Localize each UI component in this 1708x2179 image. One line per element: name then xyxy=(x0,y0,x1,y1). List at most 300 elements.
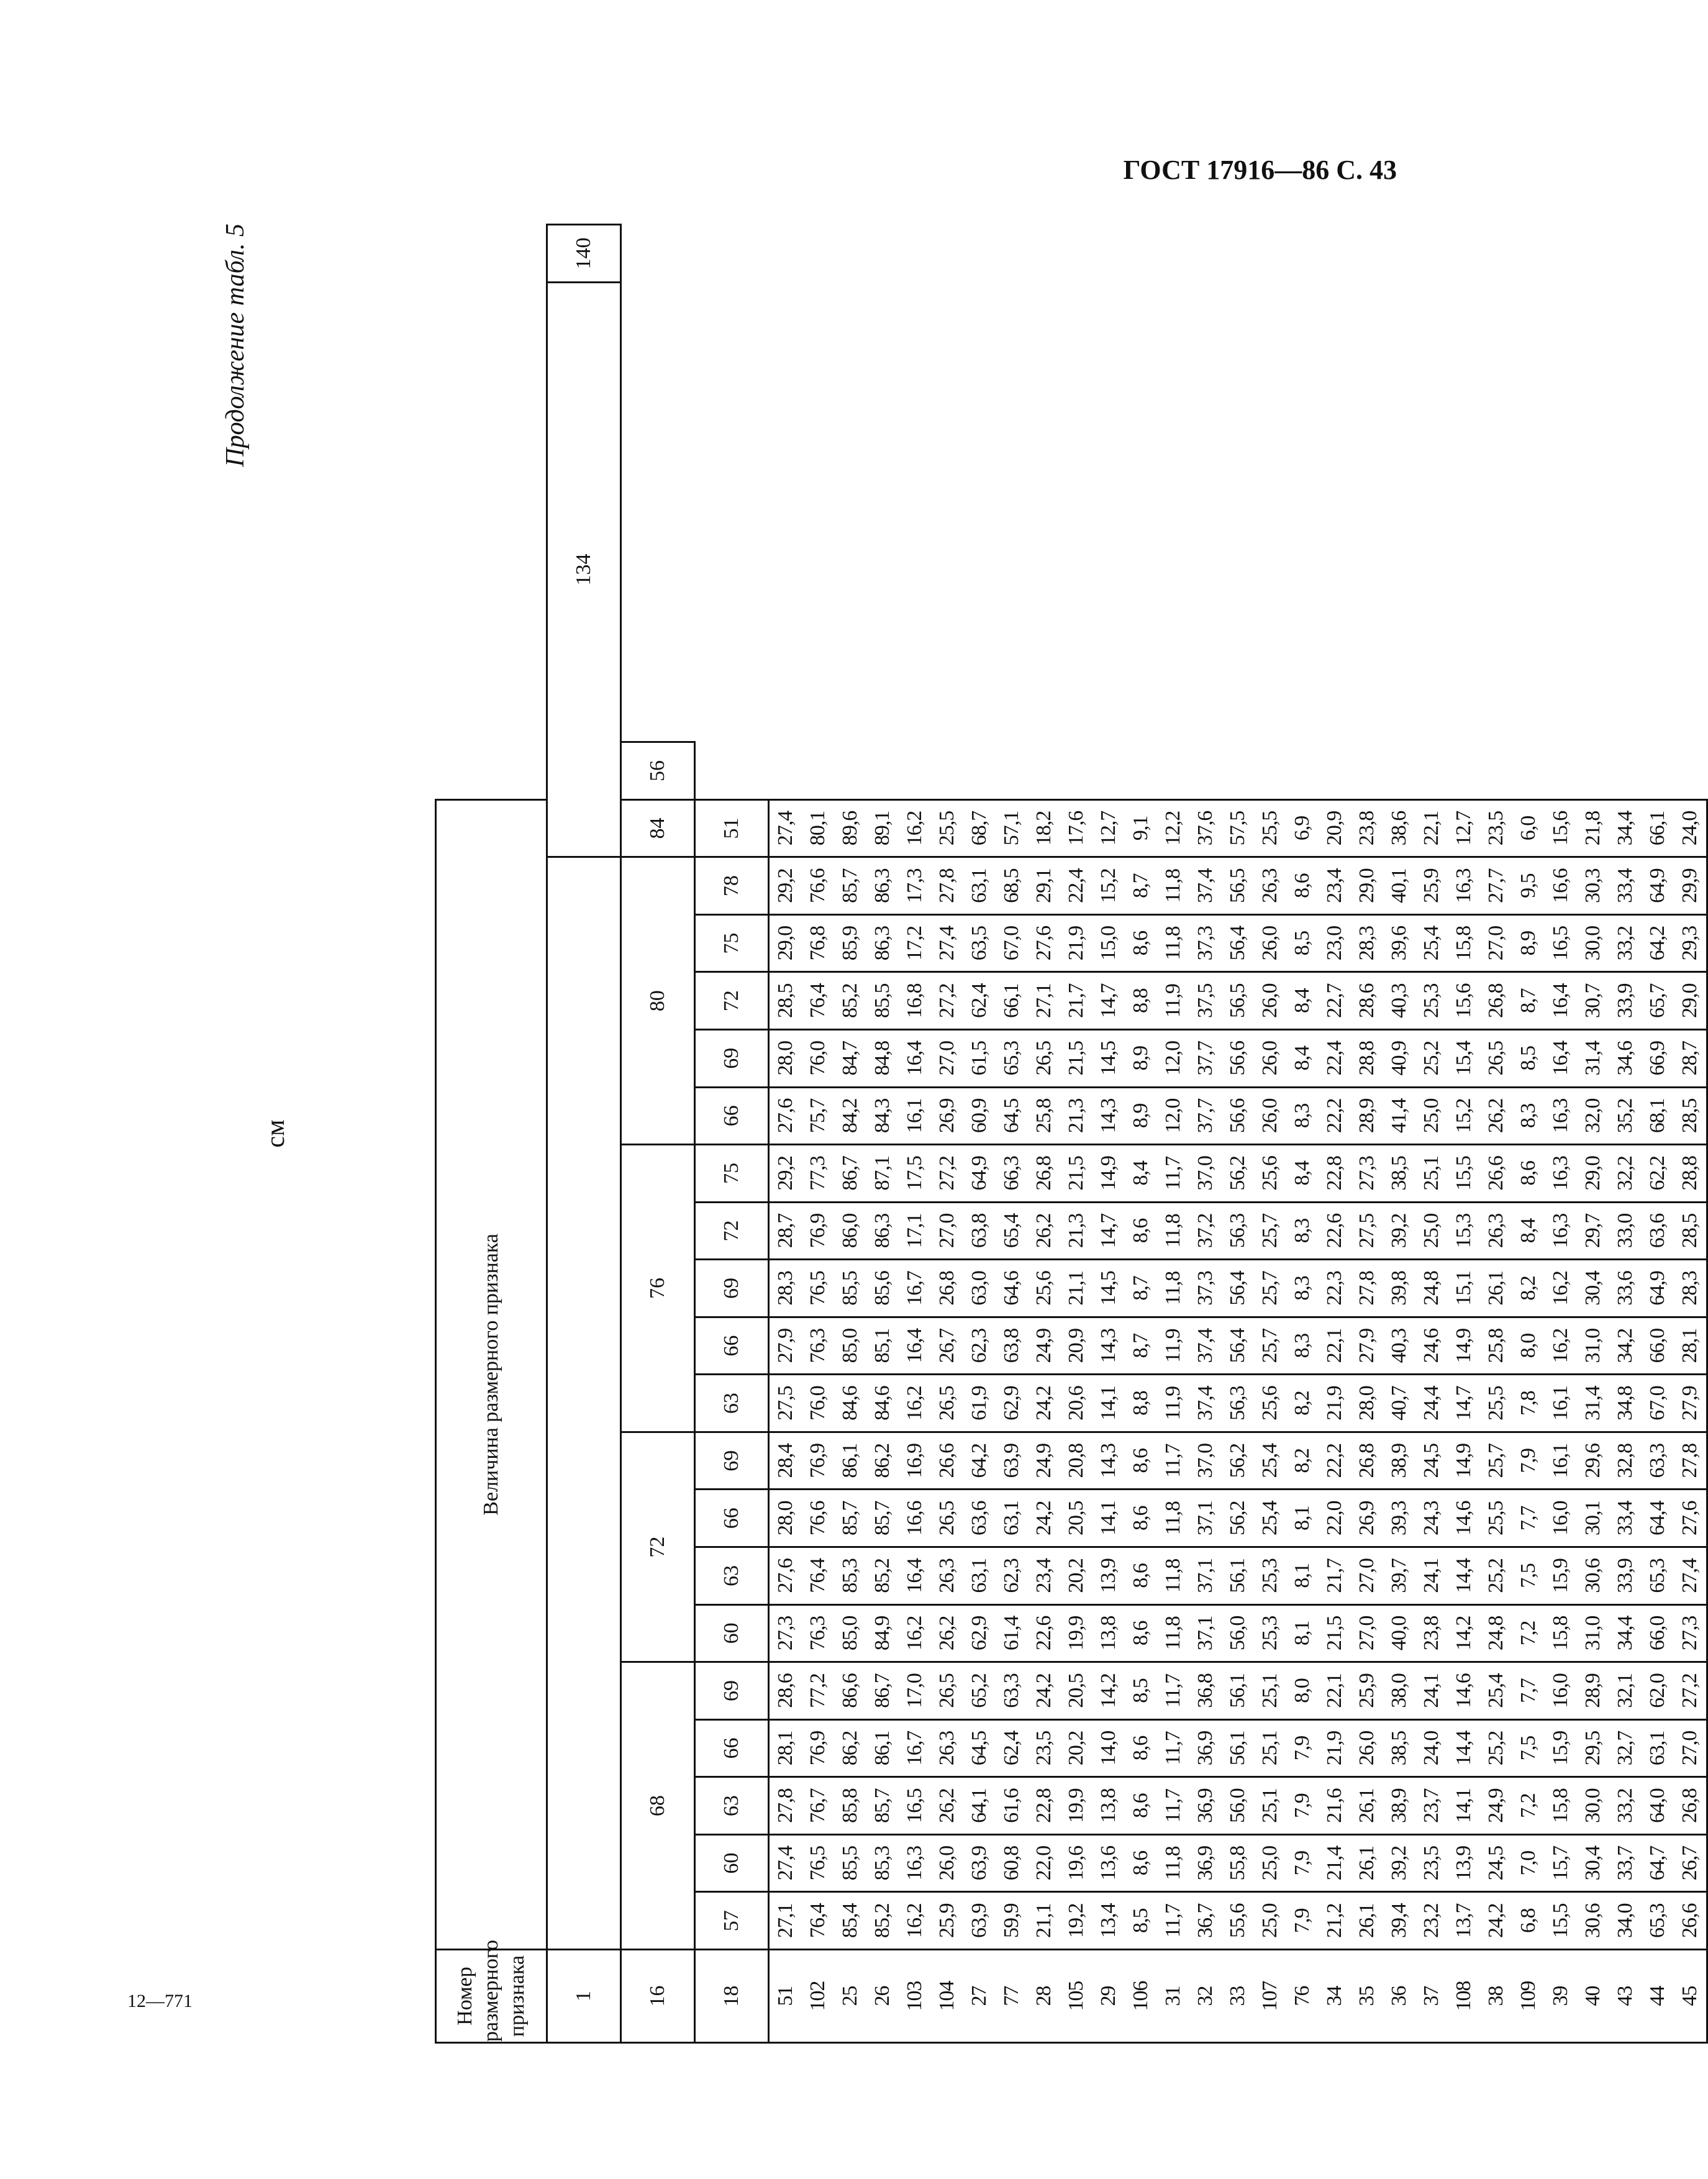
value-cell: 22,1 xyxy=(1319,1662,1351,1720)
feature-number-cell: 102 xyxy=(802,1950,834,2043)
value-cell: 6,8 xyxy=(1512,1892,1545,1950)
value-cell: 24,2 xyxy=(1028,1490,1060,1547)
value-cell: 20,9 xyxy=(1319,799,1351,857)
value-cell: 27,3 xyxy=(1674,1604,1707,1662)
value-cell: 16,7 xyxy=(899,1719,931,1777)
value-cell: 29,3 xyxy=(1674,914,1707,972)
value-cell: 40,0 xyxy=(1383,1604,1415,1662)
value-cell: 11,7 xyxy=(1157,1777,1189,1835)
value-cell: 26,1 xyxy=(1351,1892,1383,1950)
value-cell: 65,4 xyxy=(996,1202,1028,1260)
value-cell: 15,2 xyxy=(1448,1087,1480,1145)
value-cell: 36,9 xyxy=(1189,1719,1222,1777)
value-cell: 29,9 xyxy=(1674,857,1707,915)
value-cell: 26,3 xyxy=(931,1719,963,1777)
level3-header: 63 xyxy=(695,1547,769,1605)
value-cell: 23,7 xyxy=(1415,1777,1448,1835)
value-cell: 11,7 xyxy=(1157,1719,1189,1777)
value-cell: 11,8 xyxy=(1157,857,1189,915)
value-cell: 80,1 xyxy=(802,799,834,857)
value-cell: 65,3 xyxy=(996,1030,1028,1088)
value-cell: 27,0 xyxy=(1351,1547,1383,1605)
value-cell: 29,0 xyxy=(1351,857,1383,915)
value-cell: 8,4 xyxy=(1286,1030,1319,1088)
value-cell: 40,3 xyxy=(1383,1317,1415,1375)
value-cell: 19,9 xyxy=(1060,1777,1092,1835)
value-cell: 24,1 xyxy=(1415,1662,1448,1720)
value-cell: 85,7 xyxy=(834,857,866,915)
value-cell: 27,8 xyxy=(931,857,963,915)
value-cell: 27,9 xyxy=(769,1317,802,1375)
value-cell: 21,8 xyxy=(1577,799,1609,857)
value-cell: 19,6 xyxy=(1060,1834,1092,1892)
value-cell: 26,0 xyxy=(1254,1087,1286,1145)
value-cell: 56,0 xyxy=(1222,1777,1254,1835)
value-cell: 40,3 xyxy=(1383,972,1415,1030)
value-cell: 26,8 xyxy=(1028,1145,1060,1203)
value-cell: 36,9 xyxy=(1189,1834,1222,1892)
table-row xyxy=(1545,225,1577,2043)
value-cell: 63,1 xyxy=(963,1547,996,1605)
value-cell: 25,1 xyxy=(1254,1777,1286,1835)
value-cell: 8,6 xyxy=(1125,1490,1157,1547)
value-cell: 25,9 xyxy=(931,1892,963,1950)
value-cell: 22,8 xyxy=(1028,1777,1060,1835)
value-cell: 76,4 xyxy=(802,1892,834,1950)
value-cell: 76,0 xyxy=(802,1375,834,1432)
value-cell: 38,9 xyxy=(1383,1777,1415,1835)
value-cell: 65,7 xyxy=(1642,972,1674,1030)
value-cell: 33,6 xyxy=(1609,1260,1642,1317)
level3-header: 75 xyxy=(695,914,769,972)
value-cell: 14,2 xyxy=(1092,1662,1125,1720)
value-cell: 20,8 xyxy=(1060,1432,1092,1490)
value-cell: 11,8 xyxy=(1157,1202,1189,1260)
table-row xyxy=(1319,225,1351,2043)
value-cell: 25,2 xyxy=(1480,1719,1512,1777)
feature-number-cell: 77 xyxy=(996,1950,1028,2043)
value-cell: 24,8 xyxy=(1415,1260,1448,1317)
value-cell: 22,4 xyxy=(1319,1030,1351,1088)
value-cell: 37,4 xyxy=(1189,857,1222,915)
table-row xyxy=(866,225,899,2043)
value-cell: 24,9 xyxy=(1480,1777,1512,1835)
value-cell: 86,6 xyxy=(834,1662,866,1720)
value-cell: 37,7 xyxy=(1189,1087,1222,1145)
value-cell: 8,3 xyxy=(1286,1260,1319,1317)
feature-number-cell: 105 xyxy=(1060,1950,1092,2043)
level2-header: 56 xyxy=(621,742,695,800)
value-cell: 13,9 xyxy=(1448,1834,1480,1892)
value-cell: 21,9 xyxy=(1319,1375,1351,1432)
group-header-cell: Величина размерного признака xyxy=(436,799,547,1949)
value-cell: 55,6 xyxy=(1222,1892,1254,1950)
value-cell: 14,6 xyxy=(1448,1662,1480,1720)
value-cell: 25,4 xyxy=(1254,1490,1286,1547)
value-cell: 37,2 xyxy=(1189,1202,1222,1260)
value-cell: 16,1 xyxy=(1545,1432,1577,1490)
value-cell: 13,7 xyxy=(1448,1892,1480,1950)
value-cell: 38,5 xyxy=(1383,1719,1415,1777)
value-cell: 85,2 xyxy=(834,972,866,1030)
value-cell: 28,0 xyxy=(1351,1375,1383,1432)
feature-number-cell: 44 xyxy=(1642,1950,1674,2043)
value-cell: 38,0 xyxy=(1383,1662,1415,1720)
value-cell: 14,9 xyxy=(1448,1432,1480,1490)
rotated-table-area xyxy=(199,224,1701,2044)
level3-header: 72 xyxy=(695,1202,769,1260)
value-cell: 30,4 xyxy=(1577,1260,1609,1317)
value-cell: 22,2 xyxy=(1319,1432,1351,1490)
value-cell: 26,2 xyxy=(1480,1087,1512,1145)
value-cell: 27,0 xyxy=(931,1202,963,1260)
value-cell: 7,5 xyxy=(1512,1719,1545,1777)
value-cell: 26,1 xyxy=(1351,1834,1383,1892)
value-cell: 56,2 xyxy=(1222,1145,1254,1203)
value-cell: 39,4 xyxy=(1383,1892,1415,1950)
value-cell: 29,2 xyxy=(769,857,802,915)
value-cell: 11,8 xyxy=(1157,1834,1189,1892)
value-cell: 66,0 xyxy=(1642,1604,1674,1662)
value-cell: 25,7 xyxy=(1254,1202,1286,1260)
value-cell: 14,7 xyxy=(1092,972,1125,1030)
value-cell: 86,3 xyxy=(866,914,899,972)
value-cell: 24,0 xyxy=(1415,1719,1448,1777)
value-cell: 7,9 xyxy=(1286,1892,1319,1950)
feature-number-cell: 51 xyxy=(769,1950,802,2043)
value-cell: 26,3 xyxy=(931,1547,963,1605)
level3-header: 69 xyxy=(695,1260,769,1317)
value-cell: 21,7 xyxy=(1319,1547,1351,1605)
value-cell: 39,7 xyxy=(1383,1547,1415,1605)
value-cell: 28,3 xyxy=(769,1260,802,1317)
value-cell: 8,8 xyxy=(1125,1375,1157,1432)
value-cell: 32,8 xyxy=(1609,1432,1642,1490)
level2-header: 84 xyxy=(621,799,695,857)
value-cell: 37,1 xyxy=(1189,1490,1222,1547)
value-cell: 11,9 xyxy=(1157,1375,1189,1432)
level3-header: 72 xyxy=(695,972,769,1030)
value-cell: 11,8 xyxy=(1157,1260,1189,1317)
value-cell: 76,3 xyxy=(802,1317,834,1375)
value-cell: 76,5 xyxy=(802,1834,834,1892)
value-cell: 85,0 xyxy=(834,1604,866,1662)
value-cell: 84,6 xyxy=(866,1375,899,1432)
feature-number-cell: 32 xyxy=(1189,1950,1222,2043)
value-cell: 30,6 xyxy=(1577,1892,1609,1950)
value-cell: 26,5 xyxy=(1028,1030,1060,1088)
value-cell: 39,2 xyxy=(1383,1202,1415,1260)
value-cell: 84,6 xyxy=(834,1375,866,1432)
value-cell: 66,1 xyxy=(996,972,1028,1030)
value-cell: 21,3 xyxy=(1060,1202,1092,1260)
value-cell: 63,0 xyxy=(963,1260,996,1317)
value-cell: 84,2 xyxy=(834,1087,866,1145)
value-cell: 28,7 xyxy=(1674,1030,1707,1088)
value-cell: 25,5 xyxy=(1480,1490,1512,1547)
value-cell: 85,0 xyxy=(834,1317,866,1375)
value-cell: 89,6 xyxy=(834,799,866,857)
value-cell: 85,9 xyxy=(834,914,866,972)
value-cell: 24,6 xyxy=(1415,1317,1448,1375)
value-cell: 26,5 xyxy=(1480,1030,1512,1088)
value-cell: 17,3 xyxy=(899,857,931,915)
value-cell: 56,3 xyxy=(1222,1375,1254,1432)
value-cell: 63,5 xyxy=(963,914,996,972)
value-cell: 60,9 xyxy=(963,1087,996,1145)
value-cell: 85,5 xyxy=(866,972,899,1030)
value-cell: 13,4 xyxy=(1092,1892,1125,1950)
value-cell: 34,6 xyxy=(1609,1030,1642,1088)
value-cell: 8,4 xyxy=(1286,972,1319,1030)
value-cell: 15,9 xyxy=(1545,1719,1577,1777)
value-cell: 27,6 xyxy=(1674,1490,1707,1547)
value-cell: 56,4 xyxy=(1222,1260,1254,1317)
value-cell: 16,5 xyxy=(899,1777,931,1835)
value-cell: 63,8 xyxy=(963,1202,996,1260)
value-cell: 86,3 xyxy=(866,1202,899,1260)
value-cell: 33,7 xyxy=(1609,1834,1642,1892)
value-cell: 39,6 xyxy=(1383,914,1415,972)
value-cell: 26,6 xyxy=(931,1432,963,1490)
value-cell: 28,5 xyxy=(769,972,802,1030)
value-cell: 27,2 xyxy=(931,1145,963,1203)
table-row xyxy=(1674,225,1707,2043)
value-cell: 14,4 xyxy=(1448,1547,1480,1605)
value-cell: 24,4 xyxy=(1415,1375,1448,1432)
value-cell: 16,2 xyxy=(899,1375,931,1432)
value-cell: 19,2 xyxy=(1060,1892,1092,1950)
value-cell: 16,2 xyxy=(1545,1317,1577,1375)
value-cell: 64,0 xyxy=(1642,1777,1674,1835)
value-cell: 85,3 xyxy=(866,1834,899,1892)
value-cell: 62,3 xyxy=(963,1317,996,1375)
value-cell: 84,3 xyxy=(866,1087,899,1145)
table-row xyxy=(802,225,834,2043)
value-cell: 26,6 xyxy=(1480,1145,1512,1203)
value-cell: 27,4 xyxy=(931,914,963,972)
value-cell: 29,5 xyxy=(1577,1719,1609,1777)
value-cell: 21,1 xyxy=(1028,1892,1060,1950)
value-cell: 27,0 xyxy=(1351,1604,1383,1662)
value-cell: 16,4 xyxy=(899,1030,931,1088)
value-cell: 31,4 xyxy=(1577,1030,1609,1088)
value-cell: 26,3 xyxy=(1254,857,1286,915)
value-cell: 27,3 xyxy=(1351,1145,1383,1203)
value-cell: 26,9 xyxy=(1351,1490,1383,1547)
value-cell: 34,8 xyxy=(1609,1375,1642,1432)
value-cell: 76,6 xyxy=(802,1490,834,1547)
value-cell: 68,1 xyxy=(1642,1087,1674,1145)
value-cell: 63,3 xyxy=(996,1662,1028,1720)
value-cell: 22,8 xyxy=(1319,1145,1351,1203)
value-cell: 23,8 xyxy=(1415,1604,1448,1662)
value-cell: 64,5 xyxy=(996,1087,1028,1145)
value-cell: 27,4 xyxy=(1674,1547,1707,1605)
value-cell: 63,9 xyxy=(963,1892,996,1950)
value-cell: 27,1 xyxy=(769,1892,802,1950)
value-cell: 67,0 xyxy=(996,914,1028,972)
value-cell: 76,5 xyxy=(802,1260,834,1317)
value-cell: 11,8 xyxy=(1157,1547,1189,1605)
level2-header: 68 xyxy=(621,1662,695,1950)
value-cell: 8,2 xyxy=(1286,1375,1319,1432)
value-cell: 23,4 xyxy=(1319,857,1351,915)
value-cell: 36,9 xyxy=(1189,1777,1222,1835)
feature-number-cell: 37 xyxy=(1415,1950,1448,2043)
value-cell: 84,8 xyxy=(866,1030,899,1088)
value-cell: 20,6 xyxy=(1060,1375,1092,1432)
value-cell: 16,0 xyxy=(1545,1490,1577,1547)
value-cell: 27,6 xyxy=(769,1087,802,1145)
value-cell: 7,9 xyxy=(1512,1432,1545,1490)
value-cell: 24,8 xyxy=(1480,1604,1512,1662)
value-cell: 28,9 xyxy=(1351,1087,1383,1145)
level3-header: 63 xyxy=(695,1777,769,1835)
value-cell: 14,9 xyxy=(1448,1317,1480,1375)
value-cell: 32,7 xyxy=(1609,1719,1642,1777)
value-cell: 37,4 xyxy=(1189,1317,1222,1375)
value-cell: 13,8 xyxy=(1092,1777,1125,1835)
value-cell: 28,8 xyxy=(1674,1145,1707,1203)
value-cell: 22,6 xyxy=(1319,1202,1351,1260)
value-cell: 25,0 xyxy=(1254,1892,1286,1950)
value-cell: 15,7 xyxy=(1545,1834,1577,1892)
value-cell: 8,9 xyxy=(1125,1087,1157,1145)
value-cell: 29,0 xyxy=(1674,972,1707,1030)
value-cell: 12,0 xyxy=(1157,1030,1189,1088)
level3-header: 66 xyxy=(695,1087,769,1145)
table-row xyxy=(963,225,996,2043)
table-row xyxy=(1286,225,1319,2043)
value-cell: 11,7 xyxy=(1157,1892,1189,1950)
value-cell: 22,1 xyxy=(1415,799,1448,857)
value-cell: 24,3 xyxy=(1415,1490,1448,1547)
value-cell: 25,0 xyxy=(1254,1834,1286,1892)
value-cell: 65,3 xyxy=(1642,1547,1674,1605)
value-cell: 26,5 xyxy=(931,1490,963,1547)
value-cell: 14,2 xyxy=(1448,1604,1480,1662)
value-cell: 11,7 xyxy=(1157,1662,1189,1720)
value-cell: 76,3 xyxy=(802,1604,834,1662)
value-cell: 63,1 xyxy=(963,857,996,915)
value-cell: 37,1 xyxy=(1189,1604,1222,1662)
value-cell: 26,2 xyxy=(1028,1202,1060,1260)
value-cell: 26,7 xyxy=(1674,1834,1707,1892)
value-cell: 61,9 xyxy=(963,1375,996,1432)
value-cell: 63,9 xyxy=(996,1432,1028,1490)
value-cell: 25,7 xyxy=(1254,1317,1286,1375)
table-row xyxy=(1254,225,1286,2043)
value-cell: 27,4 xyxy=(769,1834,802,1892)
value-cell: 15,5 xyxy=(1545,1892,1577,1950)
value-cell: 63,8 xyxy=(996,1317,1028,1375)
value-cell: 25,0 xyxy=(1415,1087,1448,1145)
value-cell: 85,8 xyxy=(834,1777,866,1835)
value-cell: 76,8 xyxy=(802,914,834,972)
value-cell: 31,0 xyxy=(1577,1317,1609,1375)
value-cell: 67,0 xyxy=(1642,1375,1674,1432)
value-cell: 37,5 xyxy=(1189,972,1222,1030)
value-cell: 25,4 xyxy=(1415,914,1448,972)
value-cell: 56,5 xyxy=(1222,857,1254,915)
value-cell: 7,9 xyxy=(1286,1719,1319,1777)
value-cell: 22,3 xyxy=(1319,1260,1351,1317)
value-cell: 14,3 xyxy=(1092,1317,1125,1375)
value-cell: 34,4 xyxy=(1609,799,1642,857)
value-cell: 25,5 xyxy=(1480,1375,1512,1432)
value-cell: 7,9 xyxy=(1286,1777,1319,1835)
value-cell: 25,2 xyxy=(1415,1030,1448,1088)
table-row xyxy=(931,225,963,2043)
feature-number-cell: 36 xyxy=(1383,1950,1415,2043)
value-cell: 21,5 xyxy=(1319,1604,1351,1662)
value-cell: 26,7 xyxy=(931,1317,963,1375)
value-cell: 25,1 xyxy=(1254,1719,1286,1777)
level3-header: 60 xyxy=(695,1834,769,1892)
value-cell: 7,2 xyxy=(1512,1604,1545,1662)
value-cell: 15,6 xyxy=(1448,972,1480,1030)
value-cell: 38,5 xyxy=(1383,1145,1415,1203)
value-cell: 85,7 xyxy=(866,1777,899,1835)
value-cell: 62,4 xyxy=(996,1719,1028,1777)
value-cell: 56,2 xyxy=(1222,1432,1254,1490)
page-footer: 12—771 xyxy=(127,1991,193,2011)
value-cell: 8,6 xyxy=(1125,1547,1157,1605)
value-cell: 85,5 xyxy=(834,1834,866,1892)
value-cell: 27,4 xyxy=(769,799,802,857)
value-cell: 86,3 xyxy=(866,857,899,915)
table-row xyxy=(1383,225,1415,2043)
value-cell: 24,2 xyxy=(1480,1892,1512,1950)
value-cell: 56,6 xyxy=(1222,1030,1254,1088)
value-cell: 27,8 xyxy=(1351,1260,1383,1317)
value-cell: 56,1 xyxy=(1222,1662,1254,1720)
value-cell: 24,9 xyxy=(1028,1317,1060,1375)
value-cell: 26,0 xyxy=(1351,1719,1383,1777)
value-cell: 8,6 xyxy=(1125,1834,1157,1892)
value-cell: 27,8 xyxy=(1674,1432,1707,1490)
value-cell: 26,0 xyxy=(931,1834,963,1892)
value-cell: 14,5 xyxy=(1092,1030,1125,1088)
value-cell: 20,5 xyxy=(1060,1490,1092,1547)
value-cell: 25,3 xyxy=(1254,1604,1286,1662)
value-cell: 8,9 xyxy=(1125,1030,1157,1088)
value-cell: 14,1 xyxy=(1092,1490,1125,1547)
value-cell: 13,6 xyxy=(1092,1834,1125,1892)
feature-number-cell: 33 xyxy=(1222,1950,1254,2043)
value-cell: 8,1 xyxy=(1286,1604,1319,1662)
value-cell: 16,2 xyxy=(899,1892,931,1950)
value-cell: 86,0 xyxy=(834,1202,866,1260)
value-cell: 63,6 xyxy=(963,1490,996,1547)
value-cell: 14,9 xyxy=(1092,1145,1125,1203)
units-label: см xyxy=(261,1119,290,1148)
value-cell: 66,1 xyxy=(1642,799,1674,857)
value-cell: 15,0 xyxy=(1092,914,1125,972)
value-cell: 27,9 xyxy=(1351,1317,1383,1375)
size-table xyxy=(435,224,1708,2044)
value-cell: 11,8 xyxy=(1157,1490,1189,1547)
value-cell: 24,5 xyxy=(1480,1834,1512,1892)
value-cell: 25,9 xyxy=(1351,1662,1383,1720)
value-cell: 12,2 xyxy=(1157,799,1189,857)
value-cell: 7,2 xyxy=(1512,1777,1545,1835)
feature-number-cell: 109 xyxy=(1512,1950,1545,2043)
value-cell: 36,7 xyxy=(1189,1892,1222,1950)
value-cell: 25,3 xyxy=(1254,1547,1286,1605)
value-cell: 30,6 xyxy=(1577,1547,1609,1605)
